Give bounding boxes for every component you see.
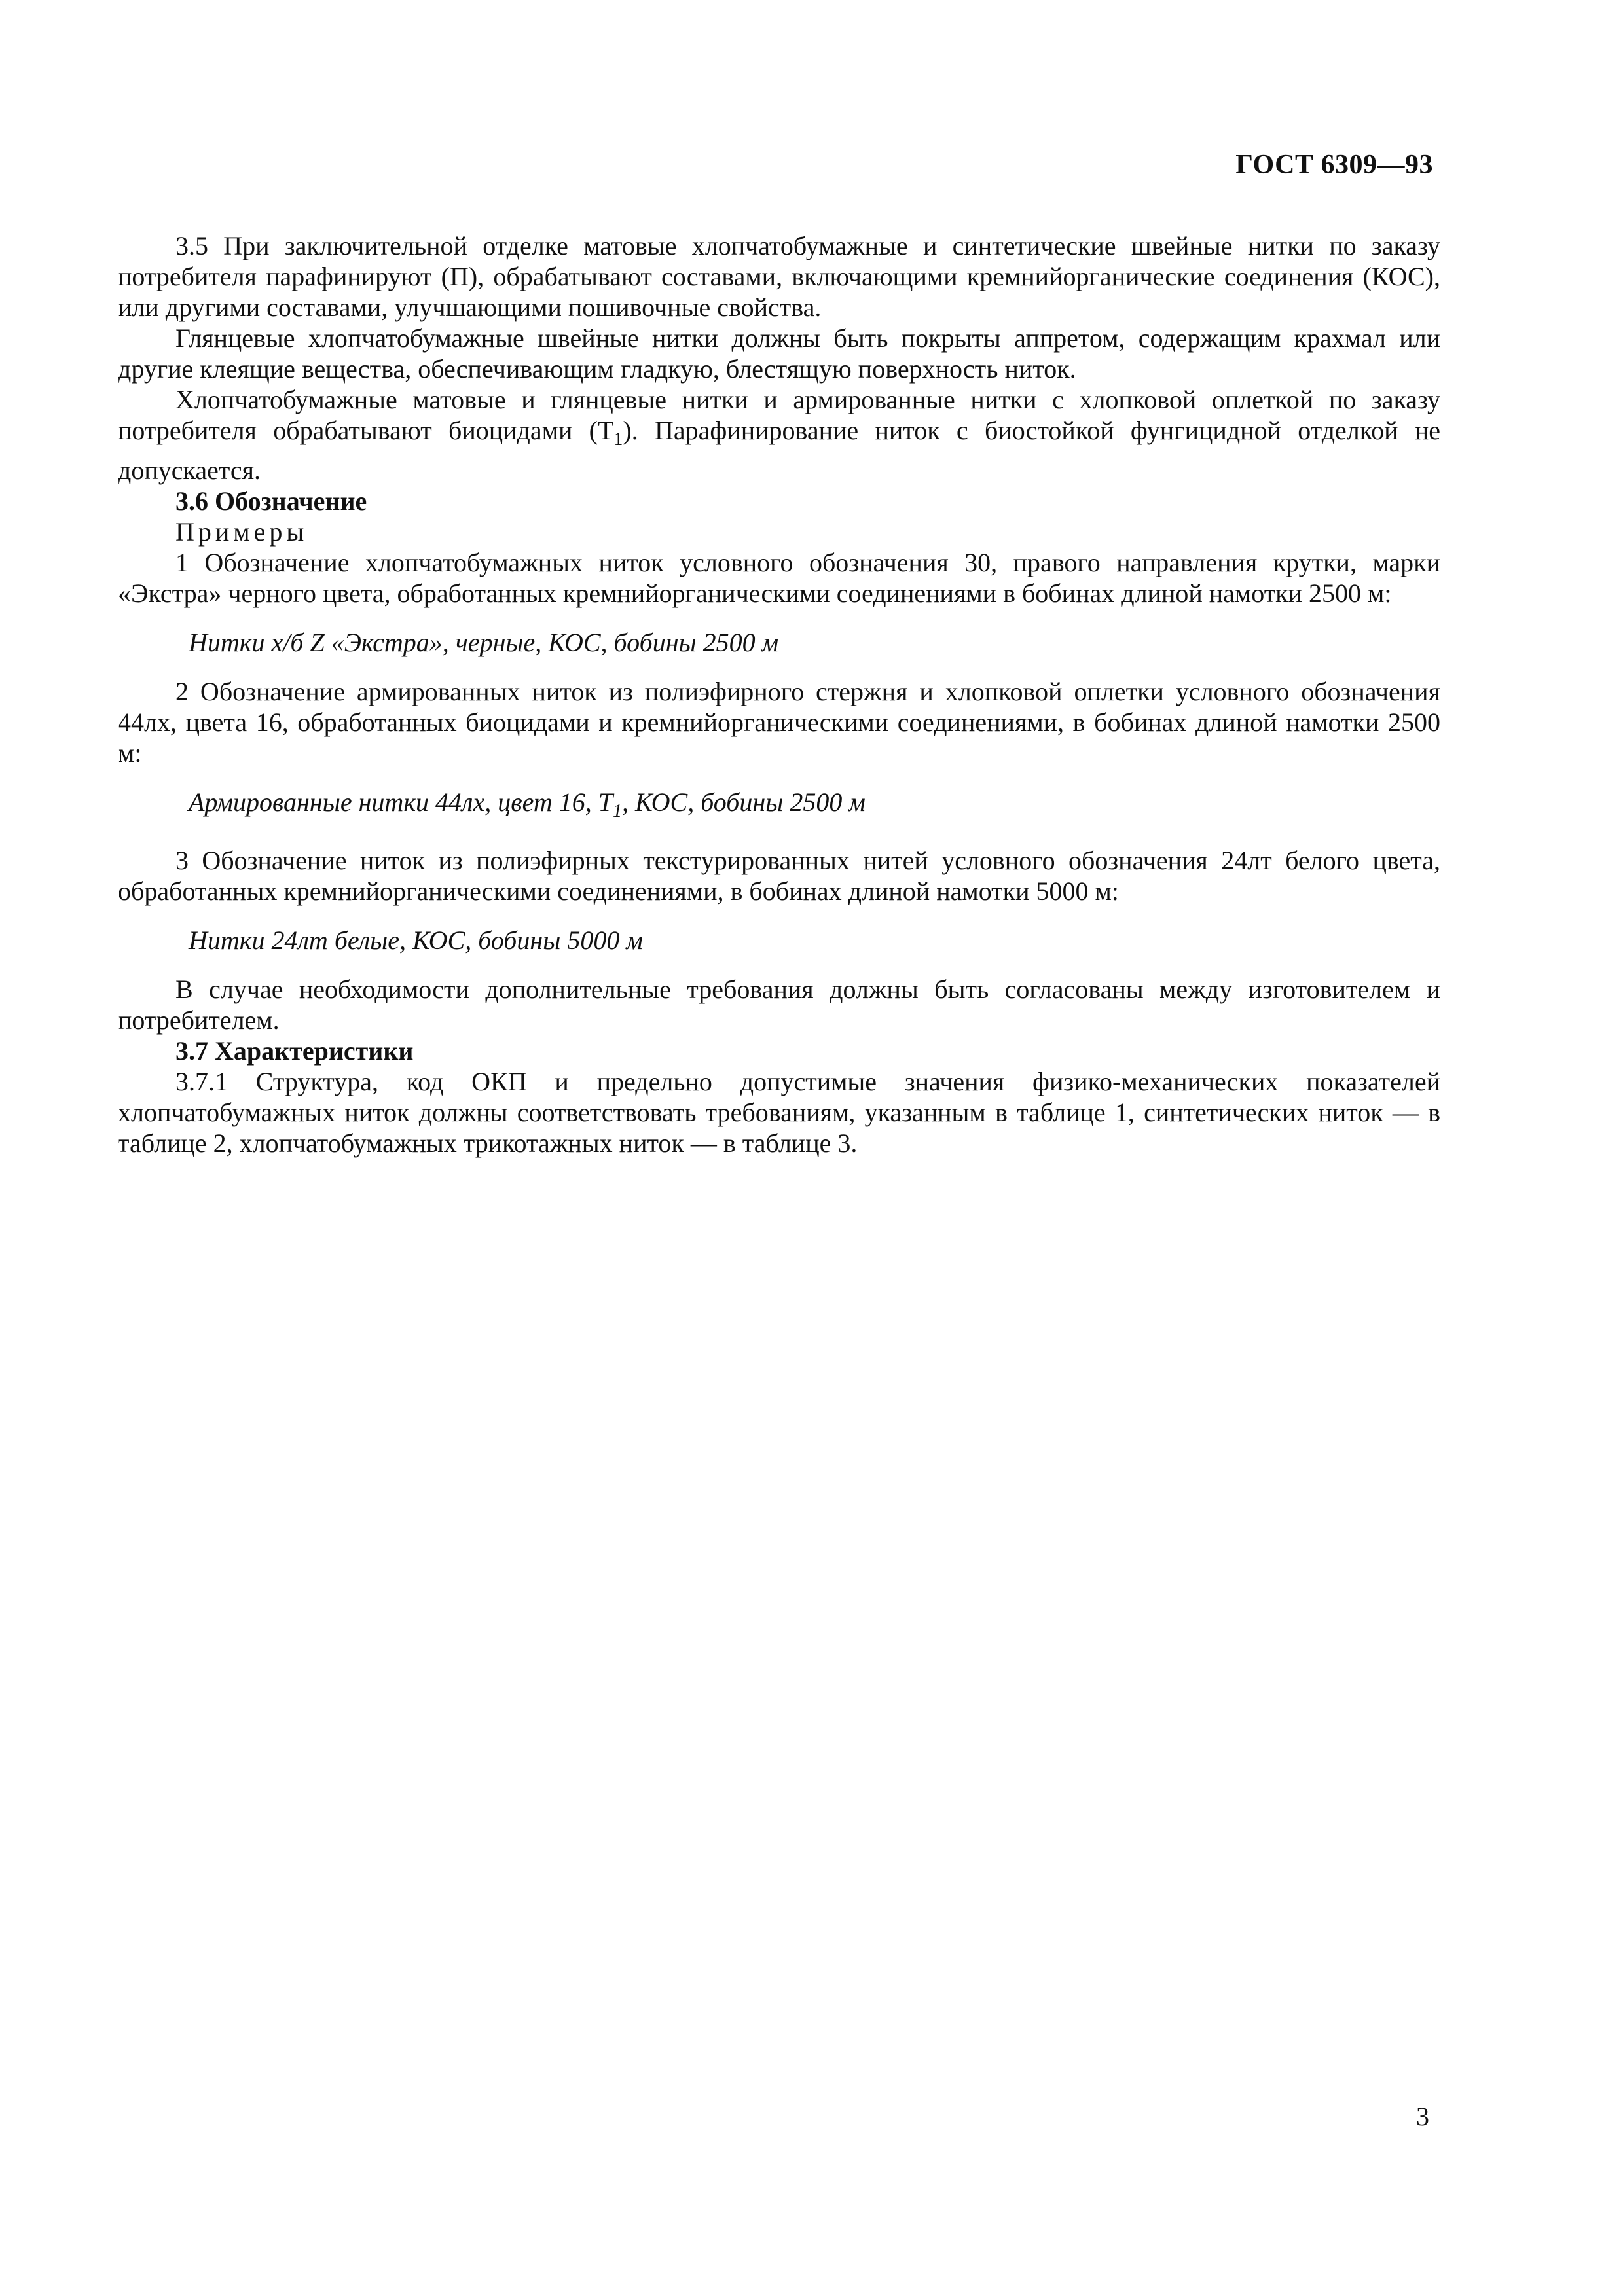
example-1-designation: Нитки х/б Z «Экстра», черные, КОС, бобины 2500 м <box>189 628 779 657</box>
example-2-designation-end: , КОС, бобины 2500 м <box>621 787 866 817</box>
paragraph-biocides-text-start: Хлопчатобумажные матовые и глянцевые нитки и армированные нитки с хлопковой оплеткой по заказу потребителя обрабатывают биоцидами (Т <box>118 385 1440 445</box>
example-2-text: 2 Обозначение армированных ниток из полиэфирного стержня и хлопковой оплетки условного обозначения 44лх, цвета 16, обработанных биоцидами и кремнийорганическими соединениями, в бобинах длиной намотки 2500 м: <box>118 677 1440 768</box>
paragraph-biocides <box>118 384 1440 486</box>
example-3-designation: Нитки 24лт белые, КОС, бобины 5000 м <box>189 925 643 955</box>
paragraph-glossy-threads: Глянцевые хлопчатобумажные швейные нитки должны быть покрыты аппретом, содержащим крахмал или другие клеящие вещества, обеспечивающим гладкую, блестящую поверхность ниток. <box>118 323 1440 384</box>
example-2-designation-start: Армированные нитки 44лх, цвет 16, Т <box>189 787 613 817</box>
example-3-text: 3 Обозначение ниток из полиэфирных текстурированных нитей условного обозначения 24лт белого цвета, обработанных кремнийорганическими соединениями, в бобинах длиной намотки 5000 м: <box>118 846 1440 906</box>
paragraph-additional-requirements: В случае необходимости дополнительные требования должны быть согласованы между изготовителем и потребителем. <box>118 975 1440 1035</box>
page-number: 3 <box>1416 2102 1429 2131</box>
example-2-designation <box>118 787 1440 827</box>
paragraph-biocides-text-end: ). Парафинирование ниток с биостойкой фунгицидной отделкой не допускается. <box>118 416 1440 485</box>
section-heading-3-7: 3.7 Характеристики <box>175 1036 414 1066</box>
paragraph-3-7-1: 3.7.1 Структура, код ОКП и предельно допустимые значения физико-механических показателей хлопчатобумажных ниток должны соответствовать требованиям, указанным в таблице 1, синтетических ниток — в таблице 2, хлопчатобумажных трикотажных ниток — в таблице 3. <box>118 1067 1440 1158</box>
document-body <box>118 230 1440 1158</box>
subscript-1: 1 <box>612 801 622 821</box>
document-code-header: ГОСТ 6309—93 <box>1235 150 1433 180</box>
examples-label: Примеры <box>175 517 308 547</box>
section-heading-3-6: 3.6 Обозначение <box>175 486 367 516</box>
example-1-text: 1 Обозначение хлопчатобумажных ниток условного обозначения 30, правого направления крутки, марки «Экстра» черного цвета, обработанных кремнийорганическими соединениями в бобинах длиной намотки 2500 м: <box>118 548 1440 608</box>
paragraph-3-5: 3.5 При заключительной отделке матовые хлопчатобумажные и синтетические швейные нитки по заказу потребителя парафинируют (П), обрабатывают составами, включающими кремнийорганические соединения (КОС), или другими составами, улучшающими пошивочные свойства. <box>118 231 1440 322</box>
subscript-1: 1 <box>613 429 623 450</box>
